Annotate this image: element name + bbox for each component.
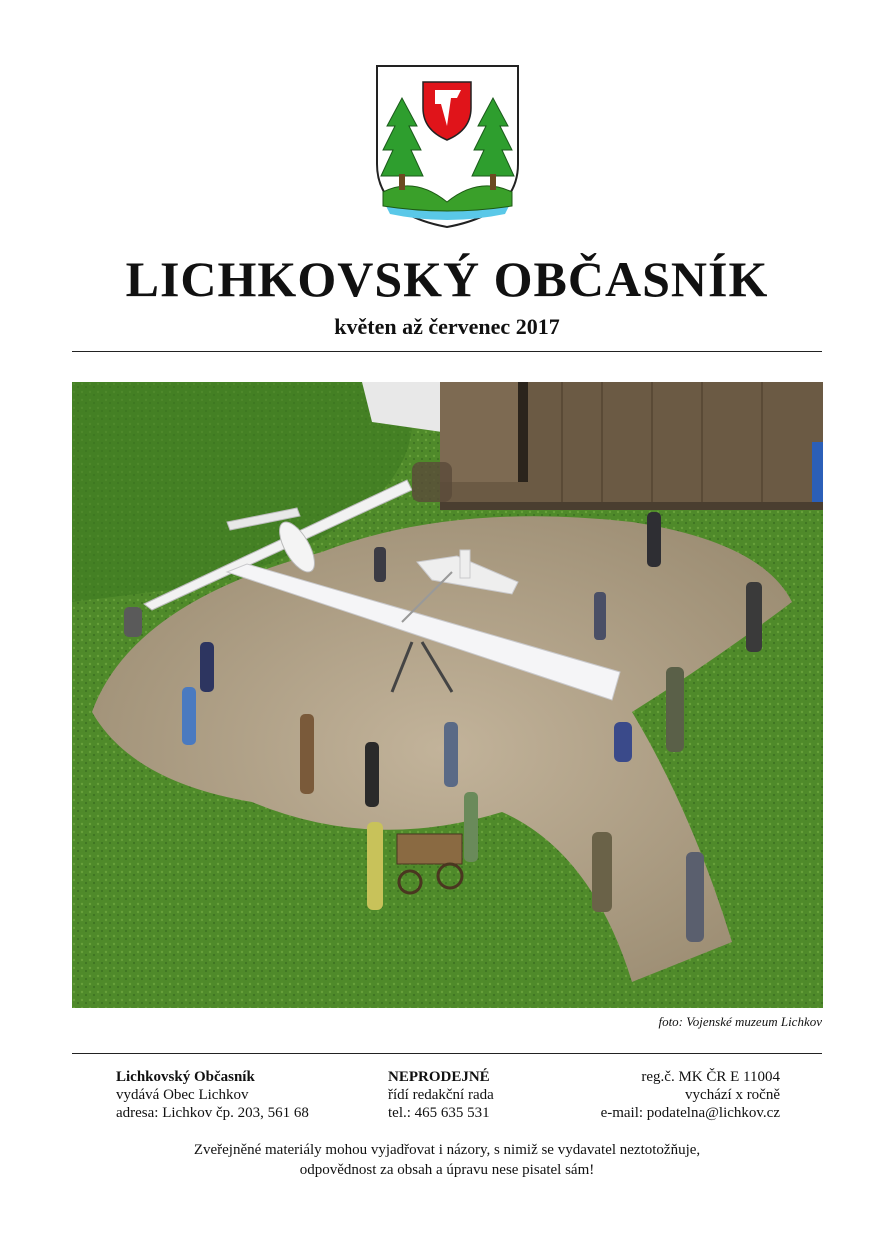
imprint-publisher-column bbox=[116, 1068, 309, 1122]
editor-line: řídí redakční rada bbox=[388, 1087, 494, 1103]
disclaimer bbox=[0, 1140, 894, 1180]
frequency-line: vychází x ročně bbox=[685, 1087, 780, 1103]
publisher-line: vydává Obec Lichkov bbox=[116, 1087, 249, 1103]
hangar-building bbox=[440, 382, 823, 510]
divider bbox=[72, 351, 822, 352]
not-for-sale-label: NEPRODEJNÉ bbox=[388, 1069, 490, 1085]
coat-of-arms-logo bbox=[375, 64, 520, 229]
registration-number: reg.č. MK ČR E 11004 bbox=[641, 1069, 780, 1085]
divider bbox=[72, 1053, 822, 1054]
disclaimer-line: odpovědnost za obsah a úpravu nese pisatel sám! bbox=[299, 1162, 595, 1178]
publication-name: Lichkovský Občasník bbox=[116, 1069, 255, 1085]
address-line: adresa: Lichkov čp. 203, 561 68 bbox=[116, 1105, 309, 1121]
disclaimer-line: Zveřejněné materiály mohou vyjadřovat i názory, s nimiž se vydavatel neztotožňuje, bbox=[193, 1142, 701, 1158]
phone-line: tel.: 465 635 531 bbox=[388, 1105, 490, 1121]
newsletter-title: LICHKOVSKÝ OBČASNÍK bbox=[125, 251, 769, 307]
email-line: e-mail: podatelna@lichkov.cz bbox=[600, 1105, 780, 1121]
cover-photo bbox=[72, 382, 823, 1008]
imprint-middle-column bbox=[388, 1068, 518, 1122]
issue-date: květen až červenec 2017 bbox=[334, 314, 560, 339]
photo-credit: foto: Vojenské muzeum Lichkov bbox=[658, 1014, 822, 1029]
imprint-registration-column bbox=[601, 1068, 780, 1122]
